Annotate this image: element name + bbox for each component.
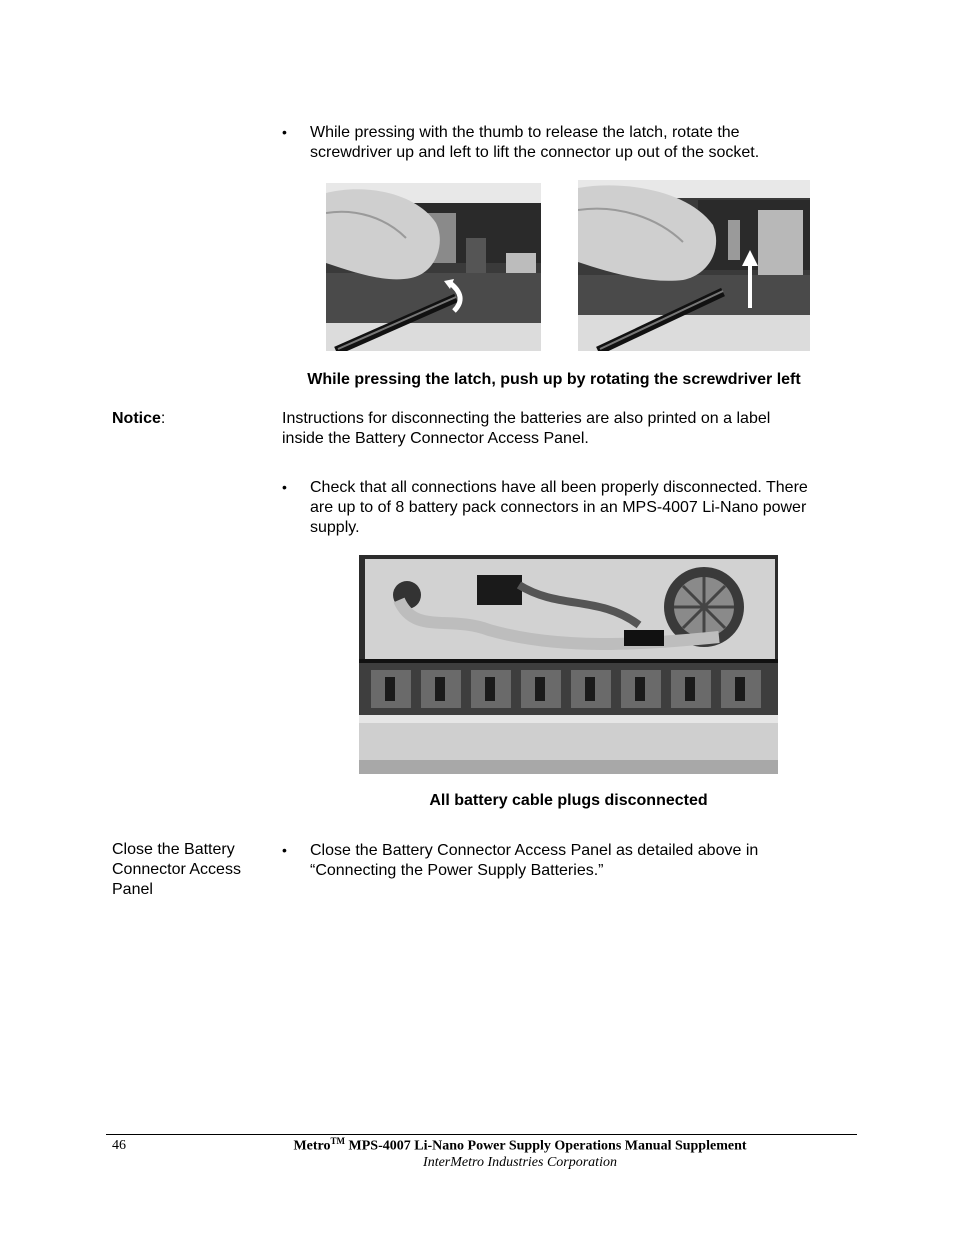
footer-title-tm: TM [330, 1136, 346, 1146]
photo-thumb-latch-rotate-graphic [326, 183, 541, 351]
bullet-close-panel: Close the Battery Connector Access Panel as detailed above in “Connecting the Power Supply Batteries.” [310, 842, 759, 879]
photo-connector-lift-up [578, 180, 810, 351]
page-number: 46 [112, 1138, 126, 1153]
bullet-check-connections: Check that all connections have all been properly disconnected. There are up to of 8 battery pack connectors in an MPS-4007 Li-Nano power supply. [310, 479, 808, 536]
footer-rule [106, 1134, 857, 1135]
figure-caption-latch: While pressing the latch, push up by rotating the screwdriver left [307, 371, 801, 388]
footer-title [200, 1136, 840, 1155]
bullet-marker: • [282, 124, 287, 140]
photo-thumb-latch-rotate [326, 183, 541, 351]
footer-company: InterMetro Industries Corporation [423, 1155, 617, 1170]
photo-battery-plugs-disconnected [359, 555, 778, 774]
notice-text: Instructions for disconnecting the batteries are also printed on a label inside the Battery Connector Access Panel. [282, 410, 771, 447]
notice-heading [112, 409, 165, 429]
side-heading-close-panel: Close the Battery Connector Access Panel [112, 841, 241, 898]
bullet-latch-release: While pressing with the thumb to release the latch, rotate the screwdriver up and left to lift the connector up out of the socket. [310, 124, 760, 161]
bullet-marker: • [282, 842, 287, 858]
photo-battery-plugs-disconnected-graphic [359, 555, 778, 774]
notice-colon: : [160, 410, 166, 427]
photo-connector-lift-up-graphic [578, 180, 810, 351]
footer-title-brand: Metro [293, 1138, 331, 1154]
notice-label: Notice [112, 410, 161, 427]
footer-title-rest: MPS-4007 Li-Nano Power Supply Operations Manual Supplement [345, 1138, 747, 1154]
bullet-marker: • [282, 479, 287, 495]
figure-caption-disconnected: All battery cable plugs disconnected [429, 792, 708, 809]
